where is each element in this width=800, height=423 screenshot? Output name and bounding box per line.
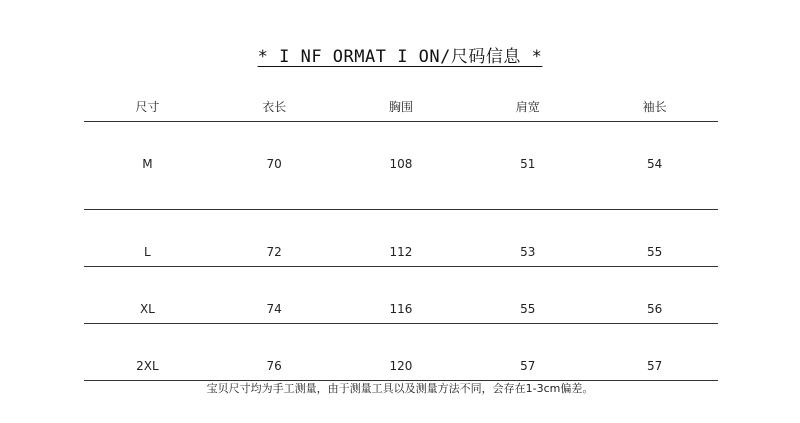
page-title — [0, 42, 800, 67]
table-row — [84, 122, 718, 210]
chest-cell: 116 — [389, 302, 413, 316]
length-cell: 70 — [266, 157, 282, 171]
header-chest: 胸围 — [388, 100, 413, 114]
sleeve-cell: 56 — [646, 302, 663, 316]
size-cell: M — [142, 157, 153, 171]
chest-cell: 120 — [389, 359, 413, 373]
size-cell: L — [144, 245, 151, 259]
size-table — [84, 92, 718, 381]
length-cell: 72 — [266, 245, 282, 259]
shoulder-cell: 55 — [520, 302, 536, 316]
chest-cell: 112 — [389, 245, 413, 259]
sleeve-cell: 54 — [646, 157, 663, 171]
header-length: 衣长 — [262, 100, 287, 114]
sleeve-cell: 55 — [646, 245, 663, 259]
sleeve-cell: 57 — [646, 359, 663, 373]
header-size: 尺寸 — [135, 100, 160, 114]
header-sleeve: 袖长 — [642, 100, 667, 114]
header-shoulder: 肩宽 — [515, 100, 540, 114]
size-cell: 2XL — [136, 359, 159, 373]
chest-cell: 108 — [389, 157, 413, 171]
shoulder-cell: 51 — [520, 157, 536, 171]
length-cell: 76 — [266, 359, 282, 373]
measurement-note: 宝贝尺寸均为手工测量，由于测量工具以及测量方法不同，会存在1-3cm偏差。 — [206, 382, 594, 395]
size-cell: XL — [139, 302, 155, 316]
table-header-row — [84, 92, 718, 122]
table-row — [84, 324, 718, 381]
table-row — [84, 267, 718, 324]
table-row — [84, 210, 718, 267]
shoulder-cell: 57 — [520, 359, 536, 373]
page-title-text: * I NF ORMAT I ON/尺码信息 * — [257, 47, 543, 67]
length-cell: 74 — [266, 302, 282, 316]
shoulder-cell: 53 — [520, 245, 536, 259]
